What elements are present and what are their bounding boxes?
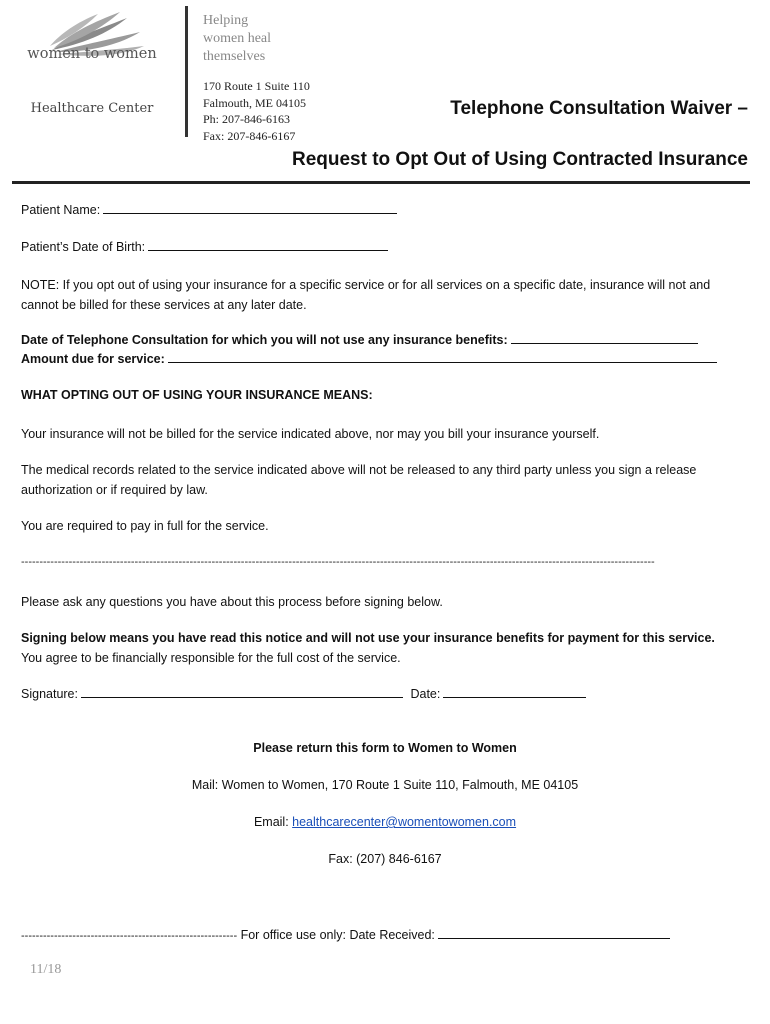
tagline-line: women heal	[203, 31, 272, 46]
form-version: 11/18	[30, 962, 62, 977]
palm-leaf-logo-icon	[22, 10, 162, 80]
dashed-separator: -----------------------------------------------------------------------------------------------------------------------------------------------------------------------------	[21, 556, 655, 568]
amount-due-label: Amount due for service:	[21, 352, 165, 366]
email-link[interactable]: healthcarecenter@womentowomen.com	[292, 815, 517, 829]
note-paragraph: NOTE: If you opt out of using your insurance for a specific service or for all services on a specific date, insurance will not and cannot be billed for these services at any later date.	[21, 278, 711, 312]
section-heading: WHAT OPTING OUT OF USING YOUR INSURANCE MEANS:	[21, 388, 373, 402]
date-label: Date:	[410, 687, 441, 701]
dob-field[interactable]	[148, 239, 388, 251]
office-use-row	[21, 927, 670, 942]
form-title: Telephone Consultation Waiver –	[450, 98, 748, 119]
address-block	[203, 78, 310, 144]
address-fax: Fax: 207-846-6167	[203, 128, 296, 143]
office-use-label: For office use only: Date Received:	[237, 928, 435, 942]
tagline-line: Helping	[203, 13, 249, 28]
office-dashes: -----------------------------------------------------------	[21, 930, 238, 942]
tagline	[203, 12, 271, 66]
return-heading: Please return this form to Women to Women	[253, 741, 517, 755]
header-rule	[12, 181, 750, 184]
address-phone: Ph: 207-846-6163	[203, 112, 290, 126]
address-street: 170 Route 1 Suite 110	[203, 79, 310, 93]
consult-date-row	[21, 332, 698, 347]
signature-label: Signature:	[21, 687, 78, 701]
paragraph-records: The medical records related to the service indicated above will not be released to any third party unless you sign a release authorization or if required by law.	[21, 463, 697, 497]
signing-paragraph	[21, 628, 733, 668]
questions-paragraph: Please ask any questions you have about this process before signing below.	[21, 595, 443, 609]
dob-row	[21, 239, 388, 254]
letterhead	[0, 0, 770, 190]
amount-due-field[interactable]	[168, 351, 717, 363]
paragraph-payment: You are required to pay in full for the service.	[21, 519, 269, 533]
return-email-row	[0, 815, 770, 829]
healthcare-center-label: Healthcare Center	[30, 101, 154, 116]
signing-bold-text: Signing below means you have read this notice and will not use your insurance benefits for payment for this service.	[21, 631, 715, 645]
return-mail: Mail: Women to Women, 170 Route 1 Suite 110, Falmouth, ME 04105	[191, 778, 579, 792]
signature-field[interactable]	[81, 686, 403, 698]
paragraph-billing: Your insurance will not be billed for the service indicated above, nor may you bill your insurance yourself.	[21, 427, 600, 441]
amount-due-row	[21, 351, 717, 366]
logo-wordmark: women to women	[27, 46, 157, 62]
tagline-line: themselves	[203, 49, 266, 64]
form-subtitle: Request to Opt Out of Using Contracted Insurance	[291, 149, 748, 170]
patient-name-label: Patient Name:	[21, 203, 101, 217]
consult-date-field[interactable]	[511, 332, 698, 344]
date-field[interactable]	[443, 686, 586, 698]
patient-name-row	[21, 202, 397, 217]
signing-rest-text: You agree to be financially responsible for the full cost of the service.	[21, 651, 401, 665]
address-city: Falmouth, ME 04105	[203, 95, 307, 110]
email-label: Email:	[253, 815, 293, 829]
dob-label: Patient’s Date of Birth:	[21, 240, 146, 254]
consult-date-label: Date of Telephone Consultation for which you will not use any insurance benefits:	[21, 333, 508, 347]
date-received-field[interactable]	[438, 927, 670, 939]
return-fax: Fax: (207) 846-6167	[328, 852, 442, 866]
signature-row	[21, 686, 586, 701]
header-divider	[185, 6, 188, 137]
patient-name-field[interactable]	[103, 202, 397, 214]
